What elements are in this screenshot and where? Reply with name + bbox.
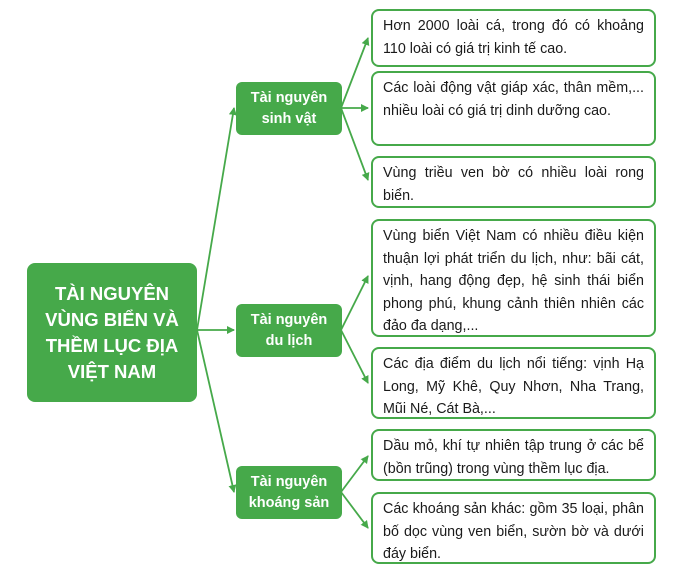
leaf-khoang-san-2	[371, 492, 656, 564]
arrow-root-to-khoang-san	[197, 330, 234, 492]
root-label: TÀI NGUYÊN VÙNG BIỂN VÀ THỀM LỤC ĐỊA VIỆT NAM	[45, 282, 179, 382]
leaf-text: Vùng triều ven bờ có nhiều loài rong biển.	[383, 165, 644, 204]
leaf-text: Dầu mỏ, khí tự nhiên tập trung ở các bể (bồn trũng) trong vùng thềm lục địa.	[383, 438, 644, 477]
category-label: Tài nguyên sinh vật	[250, 89, 328, 127]
leaf-text: Các loài động vật giáp xác, thân mềm,... nhiều loài có giá trị dinh dưỡng cao.	[383, 80, 644, 119]
category-label: Tài nguyên du lịch	[250, 311, 328, 349]
category-du-lich	[236, 304, 342, 357]
leaf-text: Các địa điểm du lịch nổi tiếng: vịnh Hạ Long, Mỹ Khê, Quy Nhơn, Nha Trang, Mũi Né, Cát Bà,...	[383, 356, 644, 417]
leaf-sinh-vat-3	[371, 156, 656, 208]
category-label: Tài nguyên khoáng sản	[248, 473, 330, 511]
leaf-text: Vùng biển Việt Nam có nhiều điều kiện thuận lợi phát triển du lịch, như: bãi cát, vịnh, hang động đẹp, hệ sinh thái biển phong phú, khung cảnh thiên nhiên các đảo đa dạng,...	[383, 228, 644, 334]
arrow-sinh-vat-3	[341, 108, 368, 180]
leaf-text: Hơn 2000 loài cá, trong đó có khoảng 110 loài có giá trị kinh tế cao.	[383, 18, 644, 57]
category-khoang-san	[236, 466, 342, 519]
leaf-text: Các khoáng sản khác: gồm 35 loại, phân bố dọc vùng ven biển, sườn bờ và dưới đáy biển.	[383, 501, 644, 562]
root-node	[27, 263, 197, 402]
category-sinh-vat	[236, 82, 342, 135]
leaf-du-lich-2	[371, 347, 656, 419]
leaf-du-lich-1	[371, 219, 656, 337]
arrow-du-lich-1	[341, 276, 368, 330]
leaf-khoang-san-1	[371, 429, 656, 481]
arrow-root-to-sinh-vat	[197, 108, 234, 330]
leaf-sinh-vat-2	[371, 71, 656, 146]
arrow-du-lich-2	[341, 330, 368, 383]
arrow-khoang-san-1	[341, 456, 368, 492]
leaf-sinh-vat-1	[371, 9, 656, 67]
arrow-khoang-san-2	[341, 492, 368, 528]
arrow-sinh-vat-1	[341, 38, 368, 108]
